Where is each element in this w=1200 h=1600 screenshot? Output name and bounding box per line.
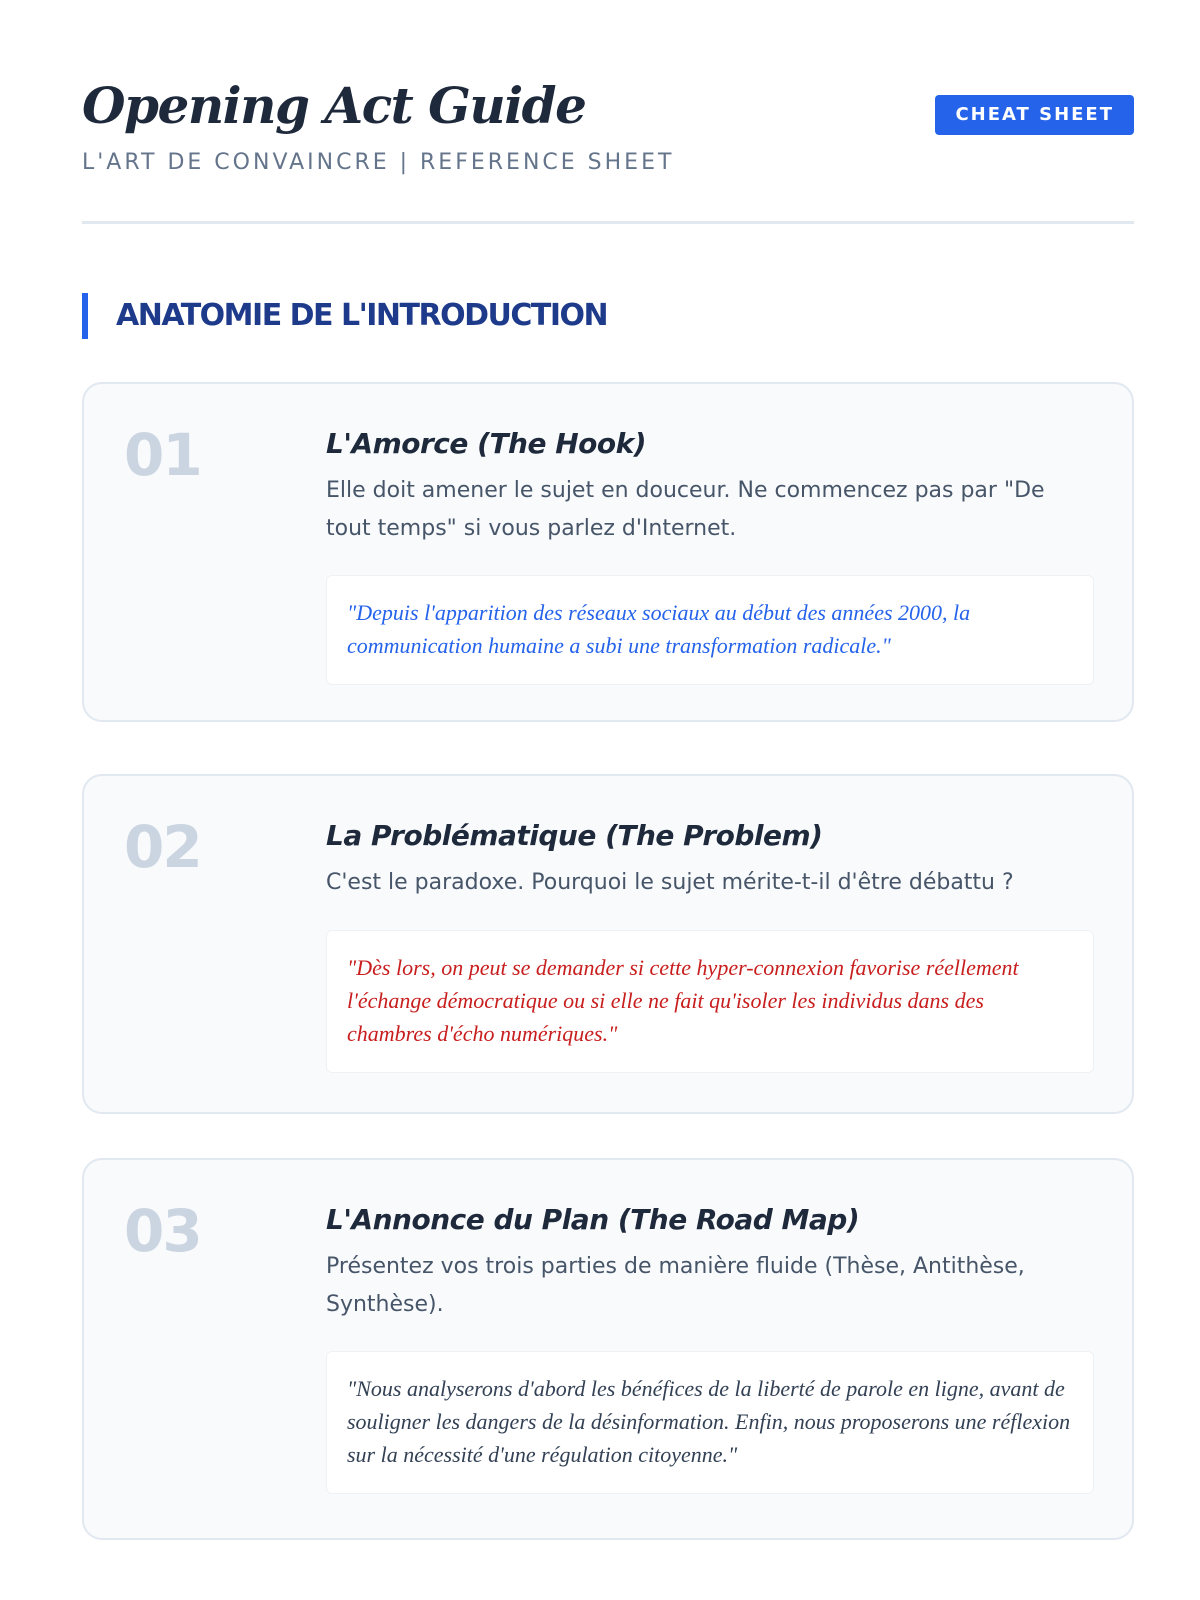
step-title: L'Amorce (The Hook) — [326, 427, 647, 460]
page-subtitle: L'ART DE CONVAINCRE | REFERENCE SHEET — [82, 150, 675, 175]
step-body — [326, 1202, 1094, 1494]
step-card-problem — [82, 774, 1134, 1114]
cheat-sheet-badge: CHEAT SHEET — [935, 95, 1134, 135]
step-number: 03 — [124, 1197, 201, 1265]
step-card-road-map — [82, 1158, 1134, 1540]
step-description: Elle doit amener le sujet en douceur. Ne commencez pas par "De tout temps" si vous parlez d'Internet. — [326, 478, 1045, 541]
step-description: Présentez vos trois parties de manière fluide (Thèse, Antithèse, Synthèse). — [326, 1254, 1025, 1317]
page-title: Opening Act Guide — [82, 76, 586, 135]
section-heading: ANATOMIE DE L'INTRODUCTION — [82, 293, 607, 339]
example-quote: "Nous analyserons d'abord les bénéfices de la liberté de parole en ligne, avant de souligner les dangers de la désinformation. Enfin, nous proposerons une réflexion sur la nécessité d'une régulation citoyenne." — [326, 1351, 1094, 1494]
reference-sheet — [82, 0, 1134, 1468]
step-description: C'est le paradoxe. Pourquoi le sujet mérite-t-il d'être débattu ? — [326, 870, 1014, 896]
step-body — [326, 426, 1094, 685]
example-quote: "Depuis l'apparition des réseaux sociaux au début des années 2000, la communication humaine a subi une transformation radicale." — [326, 575, 1094, 685]
step-body — [326, 818, 1094, 1073]
step-number: 01 — [124, 421, 201, 489]
step-number: 02 — [124, 813, 201, 881]
step-title: L'Annonce du Plan (The Road Map) — [326, 1203, 860, 1236]
step-card-hook — [82, 382, 1134, 722]
example-quote: "Dès lors, on peut se demander si cette hyper-connexion favorise réellement l'échange démocratique ou si elle ne fait qu'isoler les individus dans des chambres d'écho numériques." — [326, 930, 1094, 1073]
page-header — [82, 0, 1134, 224]
step-title: La Problématique (The Problem) — [326, 819, 823, 852]
